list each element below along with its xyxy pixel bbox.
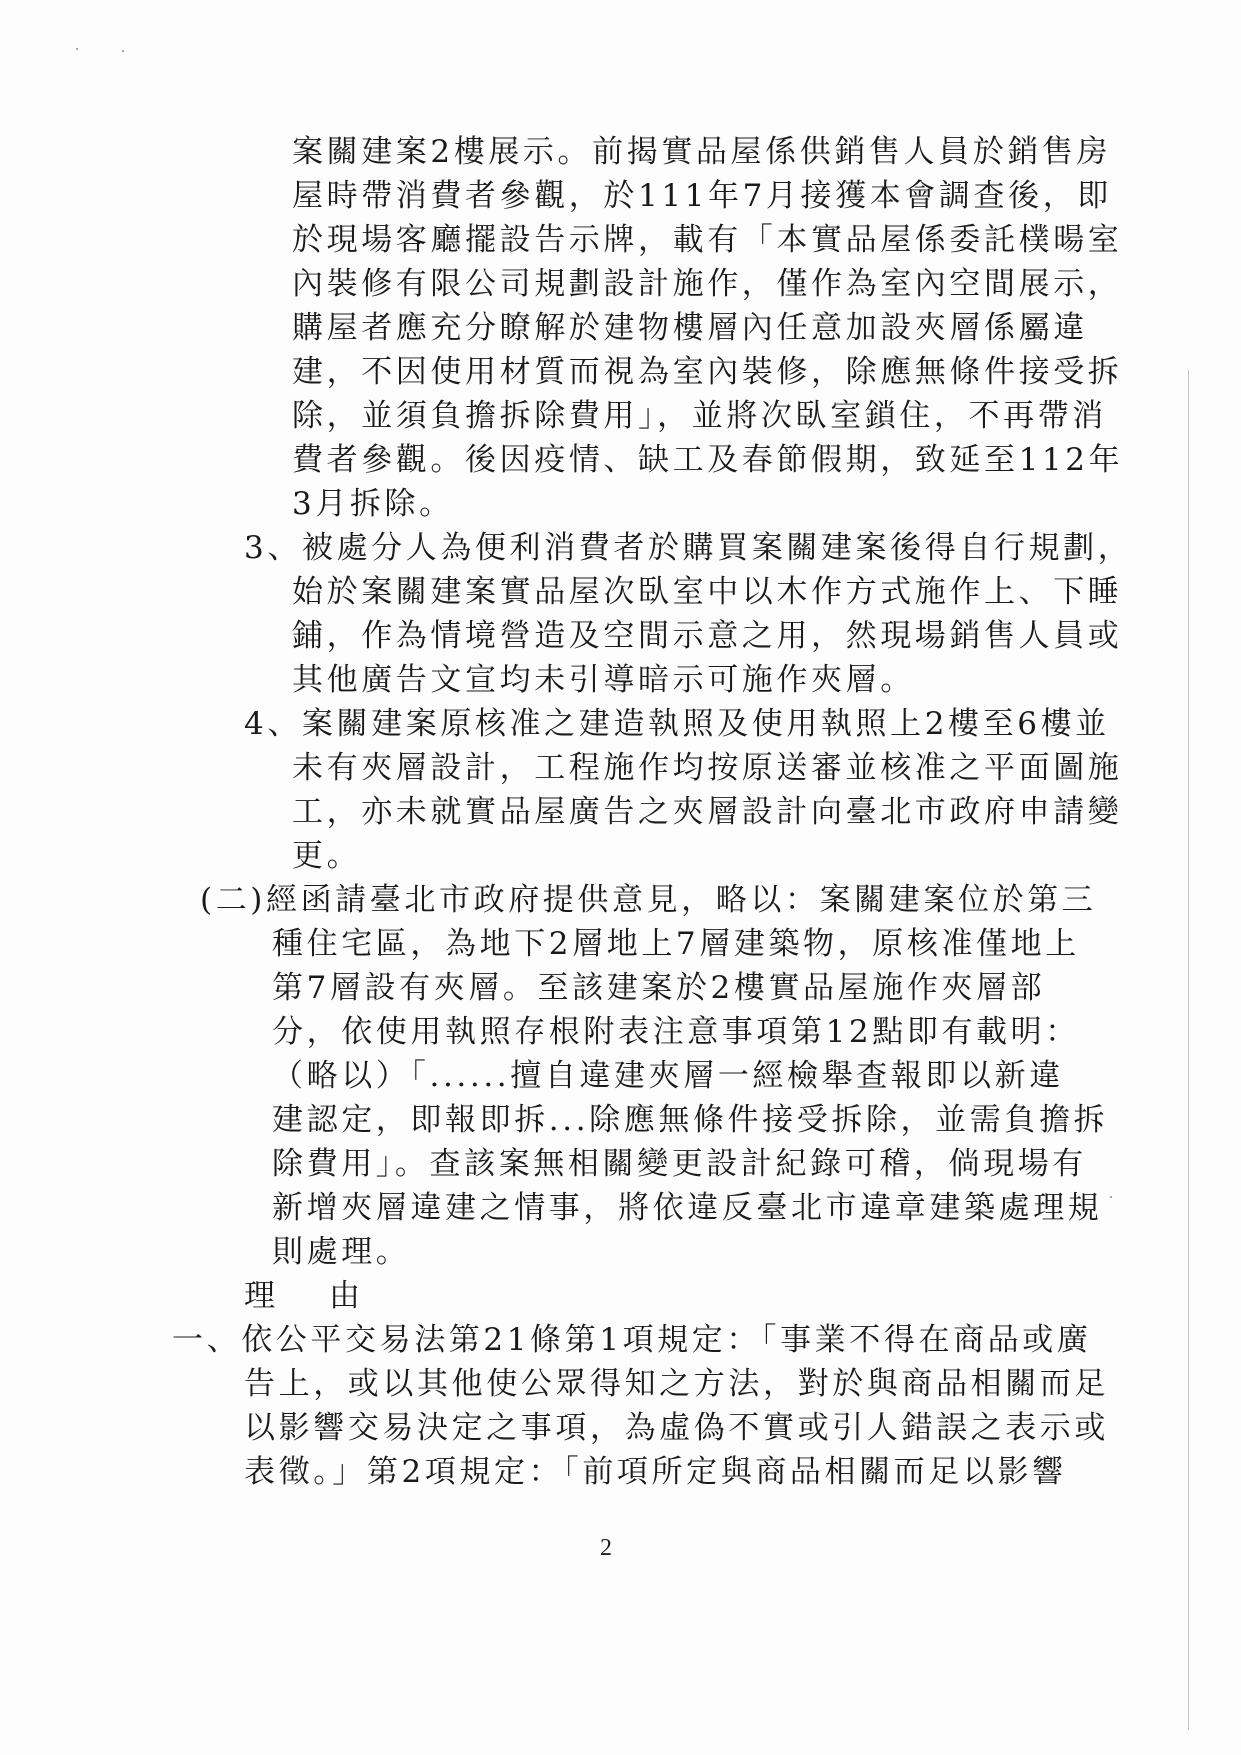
body-line: 告上，或以其他使公眾得知之方法，對於與商品相關而足 [244, 1366, 1109, 1402]
page-number: 2 [600, 1535, 612, 1561]
body-line: 鋪，作為情境營造及空間示意之用，然現場銷售人員或 [292, 618, 1123, 654]
section-heading-reasons [244, 1276, 360, 1316]
body-line: 表徵。」第2項規定：「前項所定與商品相關而足以影響 [244, 1454, 1067, 1490]
heading-char: 由 [329, 1278, 360, 1314]
scan-speck [1110, 1196, 1112, 1198]
body-line: 以影響交易決定之事項，為虛偽不實或引人錯誤之表示或 [244, 1410, 1109, 1446]
list-item-3-line: 3、被處分人為便利消費者於購買案關建案後得自行規劃， [244, 530, 1133, 566]
scan-margin-line [1188, 370, 1189, 1730]
list-item-4-line: 4、案關建案原核准之建造執照及使用執照上2樓至6樓並 [244, 706, 1110, 742]
section-2-line: (二)經函請臺北市政府提供意見，略以：案關建案位於第三 [200, 882, 1097, 918]
body-line: 於現場客廳擺設告示牌，載有「本實品屋係委託樸暘室 [292, 222, 1123, 258]
body-line: 除，並須負擔拆除費用」，並將次臥室鎖住，不再帶消 [292, 398, 1107, 434]
body-line: 其他廣告文宣均未引導暗示可施作夾層。 [292, 662, 915, 698]
body-line: 屋時帶消費者參觀，於111年7月接獲本會調查後，即 [292, 178, 1112, 214]
body-line: 內裝修有限公司規劃設計施作，僅作為室內空間展示， [292, 266, 1123, 302]
body-line: 3月拆除。 [292, 486, 454, 522]
body-line: 建認定，即報即拆...除應無條件接受拆除，並需負擔拆 [272, 1102, 1109, 1138]
body-line: 費者參觀。後因疫情、缺工及春節假期，致延至112年 [292, 442, 1124, 478]
body-line: （略以）「......擅自違建夾層一經檢舉查報即以新違 [272, 1058, 1064, 1094]
scan-speck [122, 50, 124, 52]
body-line: 案關建案2樓展示。前揭實品屋係供銷售人員於銷售房 [292, 134, 1112, 170]
body-line: 分，依使用執照存根附表注意事項第12點即有載明： [272, 1014, 1080, 1050]
body-line: 未有夾層設計，工程施作均按原送審並核准之平面圖施 [292, 750, 1123, 786]
body-line: 購屋者應充分瞭解於建物樓層內任意加設夾層係屬違 [292, 310, 1088, 346]
body-line: 則處理。 [272, 1234, 411, 1270]
body-line: 種住宅區，為地下2層地上7層建築物，原核准僅地上 [272, 926, 1080, 962]
body-line: 始於案關建案實品屋次臥室中以木作方式施作上、下睡 [292, 574, 1123, 610]
body-line: 更。 [292, 838, 362, 874]
body-line: 工，亦未就實品屋廣告之夾層設計向臺北市政府申請變 [292, 794, 1123, 830]
scan-speck [76, 48, 78, 50]
body-line: 新增夾層違建之情事，將依違反臺北市違章建築處理規 [272, 1190, 1103, 1226]
reason-1-line: 一、依公平交易法第21條第1項規定：「事業不得在商品或廣 [172, 1322, 1092, 1358]
body-line: 第7層設有夾層。至該建案於2樓實品屋施作夾層部 [272, 970, 1046, 1006]
body-line: 建，不因使用材質而視為室內裝修，除應無條件接受拆 [292, 354, 1123, 390]
heading-char: 理 [244, 1278, 275, 1314]
body-line: 除費用」。查該案無相關變更設計紀錄可稽，倘現場有 [272, 1146, 1087, 1182]
